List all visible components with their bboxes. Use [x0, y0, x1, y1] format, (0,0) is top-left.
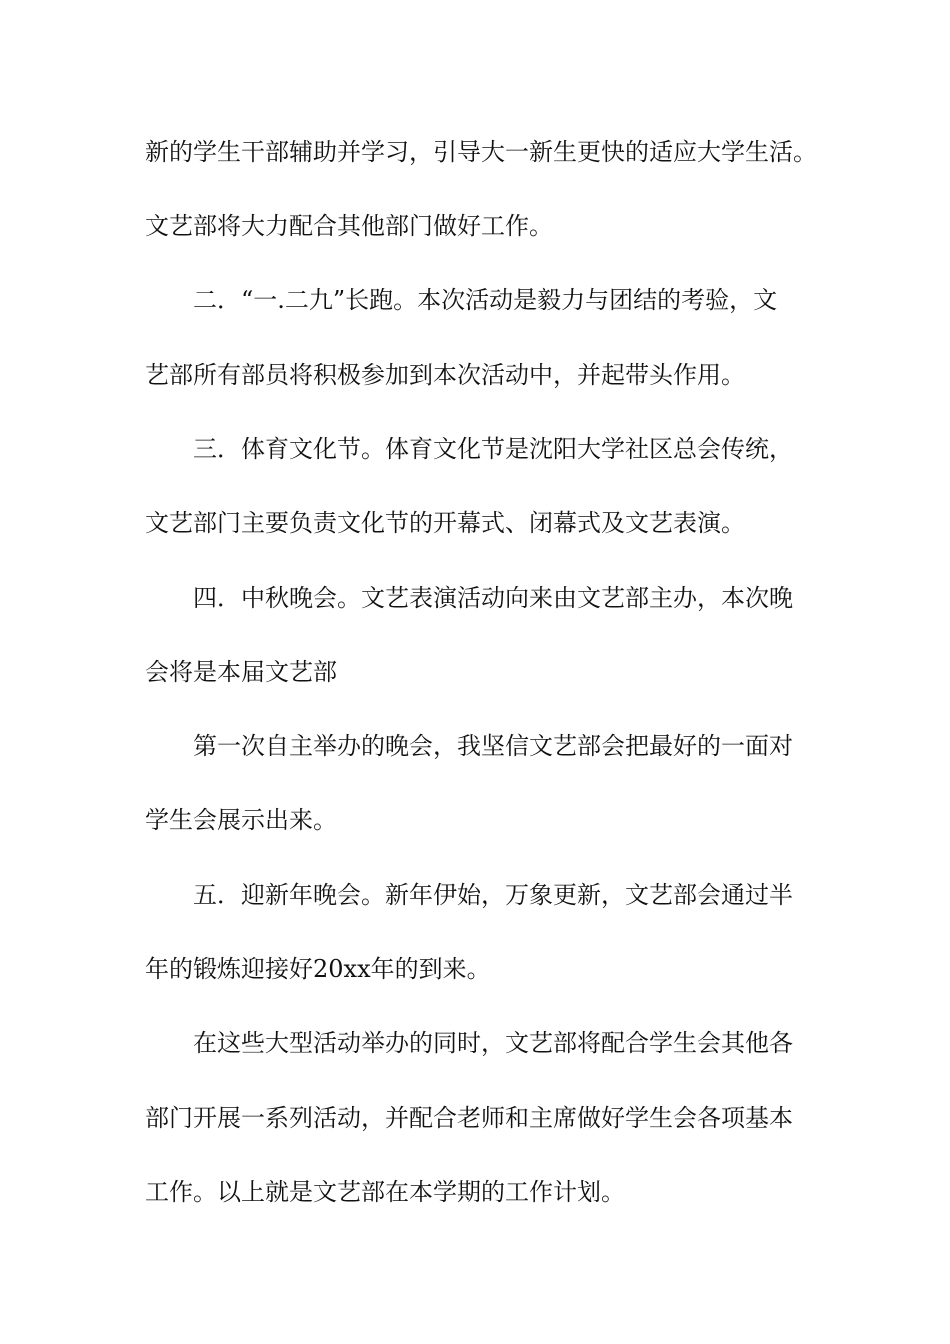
text-line: 部门开展一系列活动，并配合老师和主席做好学生会各项基本	[145, 1104, 793, 1132]
text-line: 文艺部门主要负责文化节的开幕式、闭幕式及文艺表演。	[145, 509, 745, 537]
text-line: 工作。以上就是文艺部在本学期的工作计划。	[145, 1178, 625, 1206]
text-line: 在这些大型活动举办的同时，文艺部将配合学生会其他各	[193, 1029, 793, 1057]
text-line: 会将是本届文艺部	[145, 658, 337, 686]
text-line: 第一次自主举办的晚会，我坚信文艺部会把最好的一面对	[193, 732, 793, 760]
text-line: 三．体育文化节。体育文化节是沈阳大学社区总会传统，	[193, 435, 793, 463]
text-line: 艺部所有部员将积极参加到本次活动中，并起带头作用。	[145, 361, 745, 389]
text-line: 文艺部将大力配合其他部门做好工作。	[145, 212, 553, 240]
text-line: 年的锻炼迎接好20xx年的到来。	[145, 955, 491, 983]
text-line: 四．中秋晚会。文艺表演活动向来由文艺部主办，本次晚	[193, 584, 793, 612]
text-line: 五．迎新年晚会。新年伊始，万象更新，文艺部会通过半	[193, 881, 793, 909]
text-line: 二．“一.二九”长跑。本次活动是毅力与团结的考验，文	[193, 286, 778, 314]
text-line: 新的学生干部辅助并学习，引导大一新生更快的适应大学生活。	[145, 138, 817, 166]
text-line: 学生会展示出来。	[145, 806, 337, 834]
